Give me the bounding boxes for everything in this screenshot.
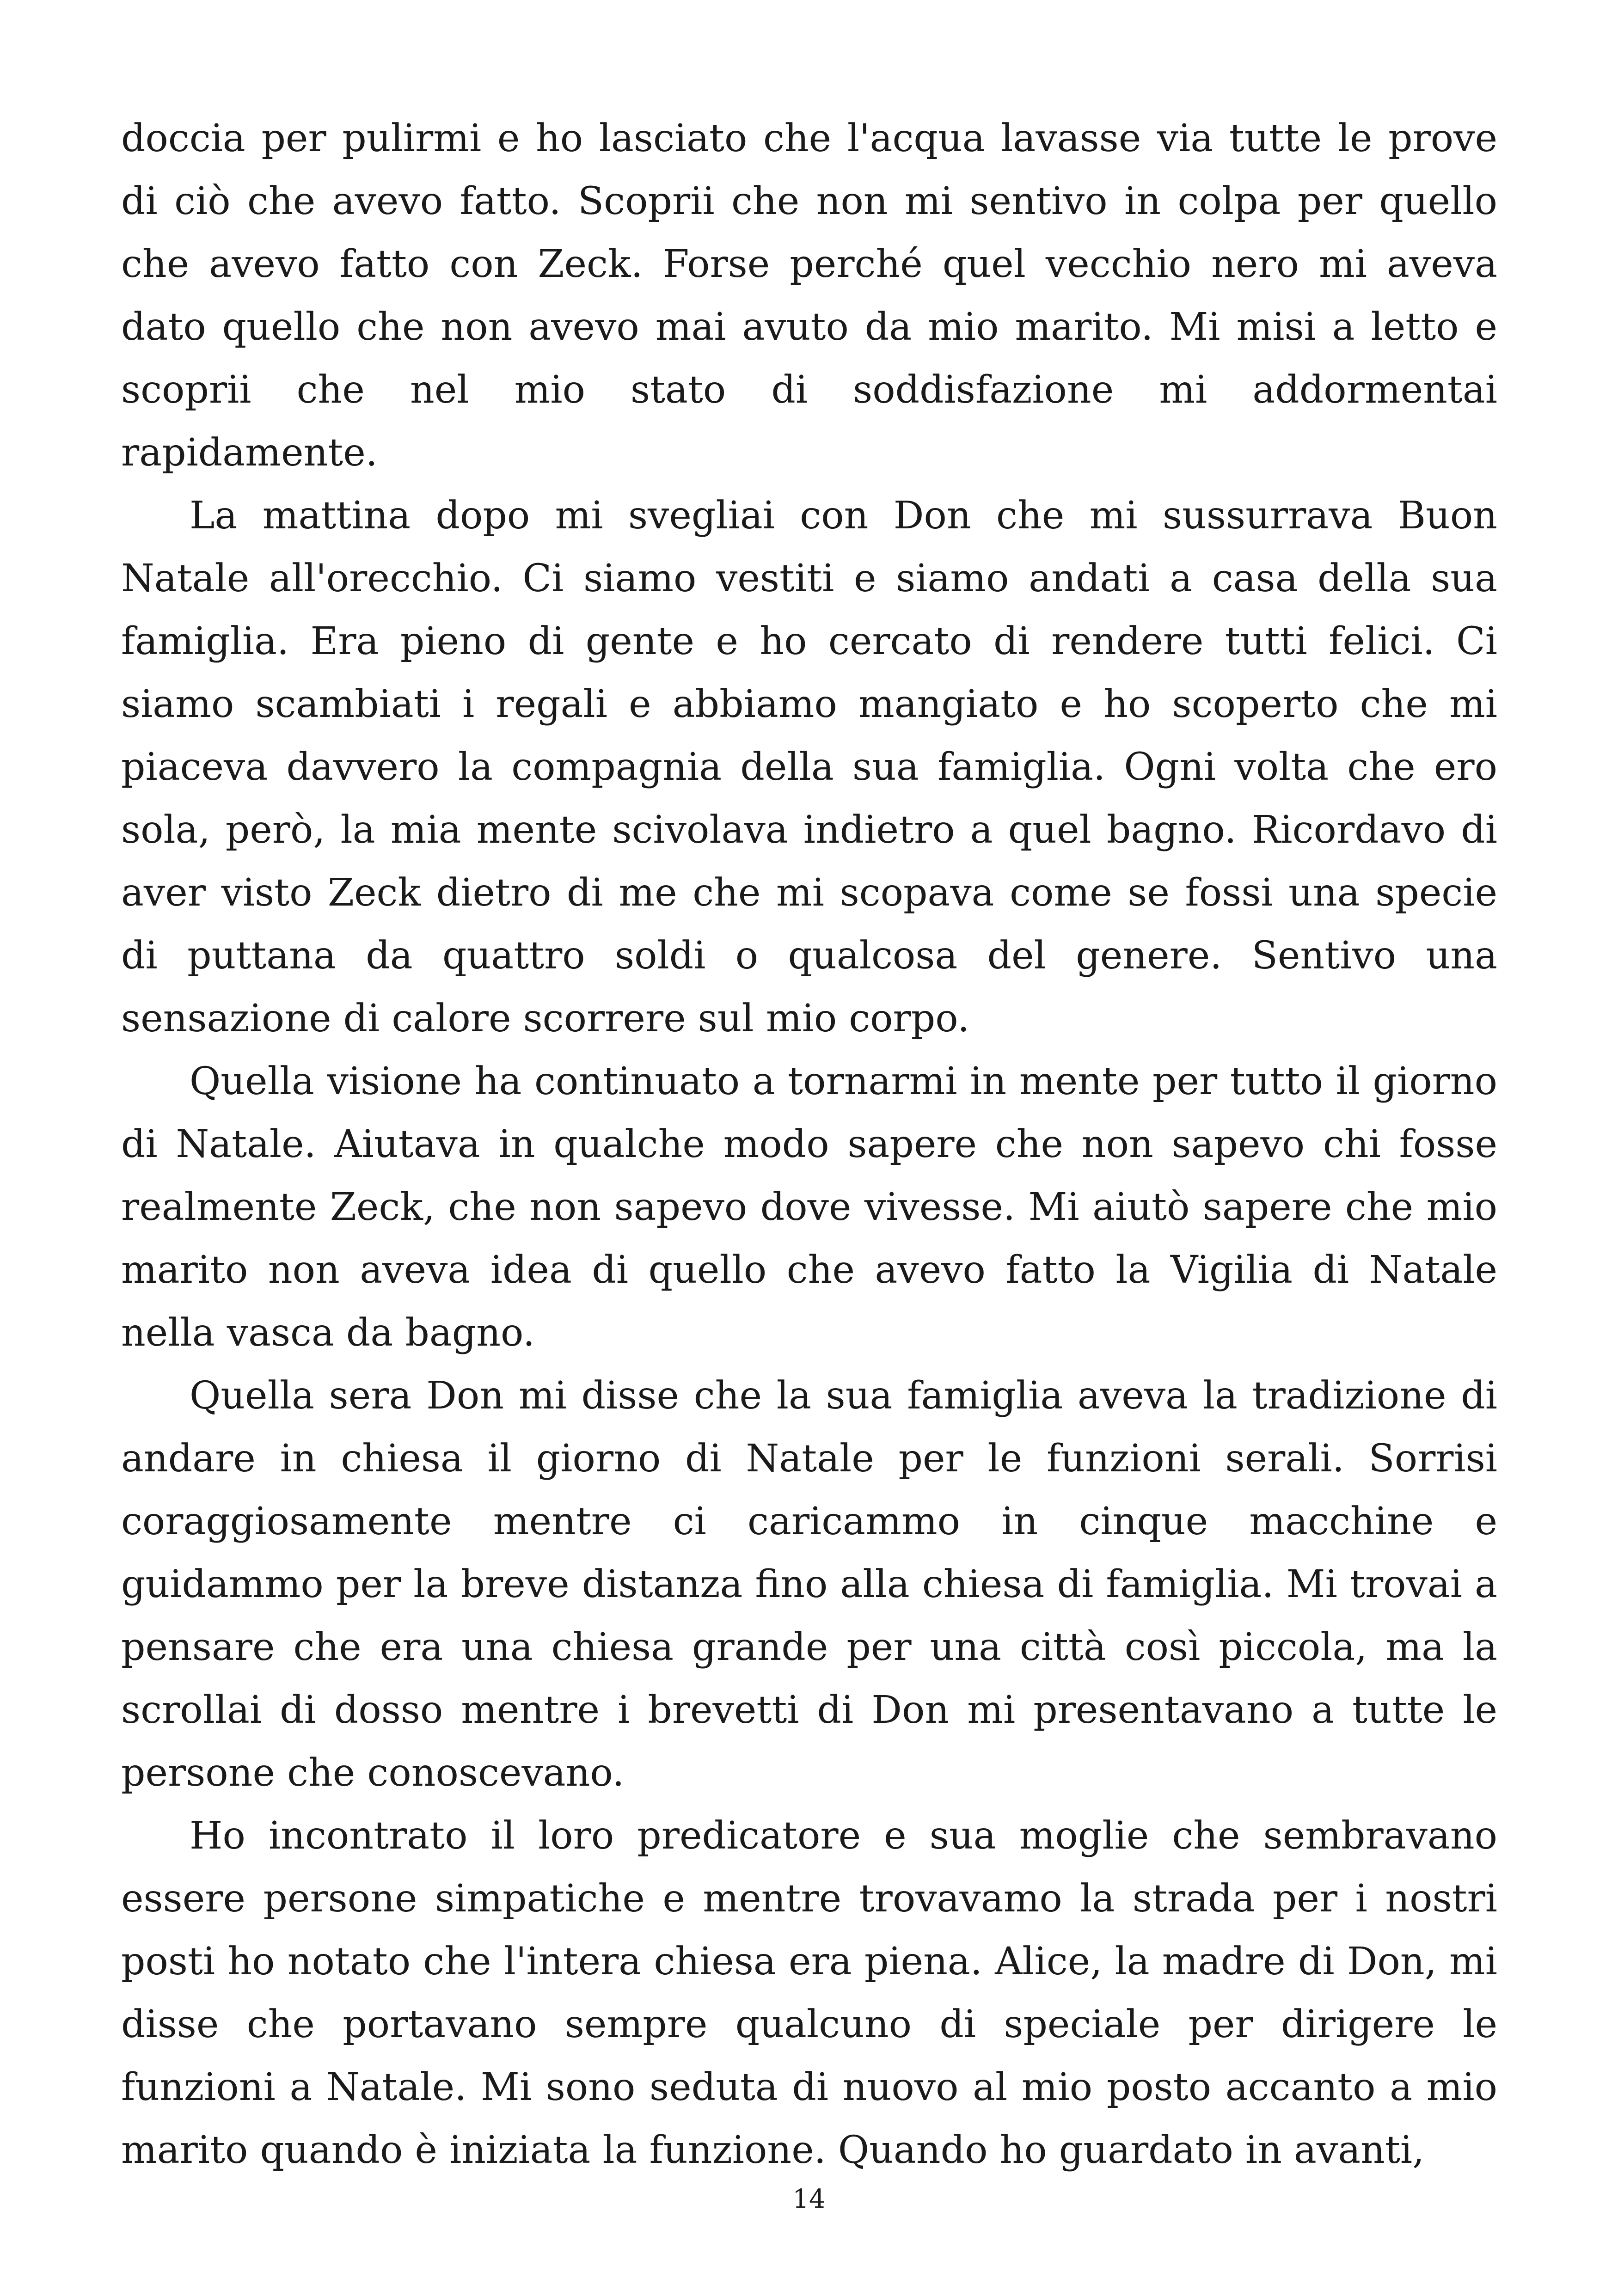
- body-text: [121, 107, 1497, 2182]
- paragraph-5: Ho incontrato il loro predicatore e sua moglie che sembravano essere persone simpatiche e mentre trovavamo la strada per i nostri posti ho notato che l'intera chiesa era piena. Alice, la madre di Don, mi disse che portavano sempre qualcuno di speciale per dirigere le funzioni a Natale. Mi sono seduta di nuovo al mio posto accanto a mio marito quando è iniziata la funzione. Quando ho guardato in avanti,: [121, 1814, 1497, 2172]
- paragraph-1: doccia per pulirmi e ho lasciato che l'acqua lavasse via tutte le prove di ciò che avevo fatto. Scoprii che non mi sentivo in colpa per quello che avevo fatto con Zeck. Forse perché quel vecchio nero mi aveva dato quello che non avevo mai avuto da mio marito. Mi misi a letto e scoprii che nel mio stato di soddisfazione mi addormentai rapidamente.: [121, 116, 1497, 475]
- paragraph-4: Quella sera Don mi disse che la sua famiglia aveva la tradizione di andare in chiesa il giorno di Natale per le funzioni serali. Sorrisi coraggiosamente mentre ci caricammo in cinque macchine e guidammo per la breve distanza fino alla chiesa di famiglia. Mi trovai a pensare che era una chiesa grande per una città così piccola, ma la scrollai di dosso mentre i brevetti di Don mi presentavano a tutte le persone che conoscevano.: [121, 1374, 1497, 1795]
- paragraph-3: Quella visione ha continuato a tornarmi in mente per tutto il giorno di Natale. Aiutava in qualche modo sapere che non sapevo chi fosse realmente Zeck, che non sapevo dove vivesse. Mi aiutò sapere che mio marito non aveva idea di quello che avevo fatto la Vigilia di Natale nella vasca da bagno.: [121, 1059, 1497, 1355]
- paragraph-2: La mattina dopo mi svegliai con Don che mi sussurrava Buon Natale all'orecchio. Ci siamo vestiti e siamo andati a casa della sua famiglia. Era pieno di gente e ho cercato di rendere tutti felici. Ci siamo scambiati i regali e abbiamo mangiato e ho scoperto che mi piaceva davvero la compagnia della sua famiglia. Ogni volta che ero sola, però, la mia mente scivolava indietro a quel bagno. Ricordavo di aver visto Zeck dietro di me che mi scopava come se fossi una specie di puttana da quattro soldi o qualcosa del genere. Sentivo una sensazione di calore scorrere sul mio corpo.: [121, 494, 1497, 1041]
- page-number: 14: [792, 2184, 826, 2214]
